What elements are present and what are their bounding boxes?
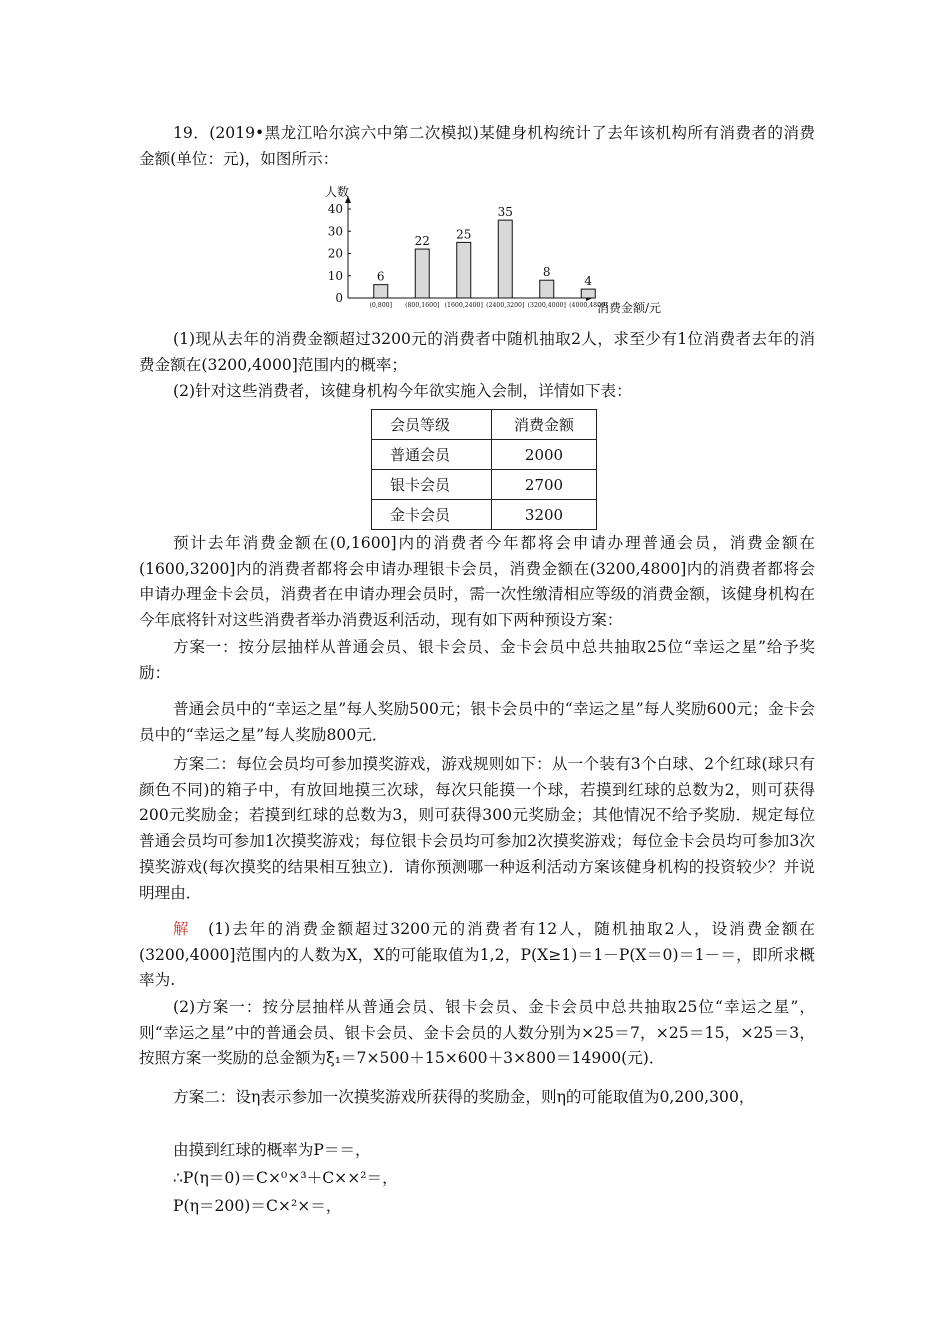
table-row (372, 470, 597, 500)
y-tick-label: 20 (327, 246, 343, 261)
x-axis-label: 消费金额/元 (597, 301, 662, 315)
membership-table (371, 409, 597, 530)
bar (540, 280, 554, 298)
table-row (372, 500, 597, 530)
plan-two: 方案二：每位会员均可参加摸奖游戏，游戏规则如下：从一个装有3个白球、2个红球(球只有颜色不同)的箱子中，有放回地摸三次球，每次只能摸一个球，若摸到红球的总数为2，则可获得200元奖励金；若摸到红球的总数为3，则可获得300元奖励金；其他情况不给予奖励．规定每位普通会员均可参加1次摸奖游戏；每位银卡会员均可参加2次摸奖游戏；每位金卡会员均可参加3次摸奖游戏(每次摸奖的结果相互独立)．请你预测哪一种返利活动方案该健身机构的投资较少？并说明理由． (139, 755, 815, 902)
table-header-cell: 会员等级 (372, 410, 492, 440)
membership-description: 预计去年消费金额在(0,1600]内的消费者今年都将会申请办理普通会员，消费金额在(1600,3200]内的消费者都将会申请办理银卡会员，消费金额在(3200,4800]内的消费者都将会申请办理金卡会员，消费者在申请办理会员时，需一次性缴清相应等级的消费金额，该健身机构在今年底将针对这些消费者举办消费返利活动，现有如下两种预设方案： (139, 534, 815, 630)
table-row (372, 440, 597, 470)
bar (498, 220, 512, 298)
x-tick-label: (3200,4000] (527, 302, 566, 309)
x-tick-label: (1600,2400] (444, 302, 483, 309)
problem-intro: 19．(2019•黑龙江哈尔滨六中第二次模拟)某健身机构统计了去年该机构所有消费者的消费金额(单位：元)，如图所示： (139, 124, 815, 168)
x-tick-label: (4000,4800] (569, 302, 608, 309)
table-cell: 普通会员 (372, 440, 492, 470)
bar-value-label: 22 (414, 234, 430, 249)
bar-value-label: 6 (376, 269, 385, 284)
solution-p-eta-200: P(η＝200)＝C×²×＝， (173, 1197, 342, 1215)
y-tick-label: 0 (335, 291, 343, 305)
y-tick-label: 30 (327, 224, 343, 239)
solution-p-eta-0: ∴P(η＝0)＝C×⁰×³＋C××²＝， (173, 1169, 398, 1187)
bar (374, 285, 388, 298)
bar-chart (322, 180, 682, 320)
table-cell: 3200 (492, 500, 597, 530)
solution-plan-two: 方案二：设η表示参加一次摸奖游戏所获得的奖励金，则η的可能取值为0,200,300， (173, 1088, 755, 1106)
question-1: (1)现从去年的消费金额超过3200元的消费者中随机抽取2人，求至少有1位消费者去年的消费金额在(3200,4000]范围内的概率； (139, 330, 815, 374)
table-header-cell: 消费金额 (492, 410, 597, 440)
bar-value-label: 25 (456, 227, 472, 242)
solution-label: 解 (173, 920, 191, 938)
y-tick-label: 10 (327, 268, 343, 283)
solution-text-1: (1)去年的消费金额超过3200元的消费者有12人，随机抽取2人，设消费金额在(3200,4000]范围内的人数为X，X的可能取值为1,2，P(X≥1)＝1－P(X＝0)＝1－＝，即所求概率为. (139, 920, 815, 990)
solution-part-1 (139, 917, 815, 994)
bar-value-label: 4 (584, 274, 593, 289)
x-tick-label: (800,1600] (405, 302, 440, 309)
table-cell: 银卡会员 (372, 470, 492, 500)
table-cell: 2000 (492, 440, 597, 470)
table-header-row (372, 410, 597, 440)
solution-part-2: (2)方案一：按分层抽样从普通会员、银卡会员、金卡会员中总共抽取25位“幸运之星”，则“幸运之星”中的普通会员、银卡会员、金卡会员的人数分别为×25＝7，×25＝15，×25＝3，按照方案一奖励的总金额为ξ₁＝7×500＋15×600＋3×800＝14900(元)． (139, 998, 815, 1068)
bar (457, 242, 471, 298)
solution-probability: 由摸到红球的概率为P＝＝， (173, 1141, 371, 1159)
question-2: (2)针对这些消费者，该健身机构今年欲实施入会制，详情如下表： (173, 382, 632, 400)
bar (581, 289, 595, 298)
x-tick-label: (2400,3200] (486, 302, 525, 309)
table-cell: 金卡会员 (372, 500, 492, 530)
bar-chart-svg (322, 180, 682, 320)
bar-value-label: 8 (542, 265, 551, 280)
y-axis-label: 人数 (325, 185, 350, 199)
x-tick-label: (0,800] (369, 302, 393, 309)
chart-marks (328, 196, 608, 309)
bar-value-label: 35 (497, 205, 513, 220)
bar (415, 249, 429, 298)
table-cell: 2700 (492, 470, 597, 500)
plan-one: 方案一：按分层抽样从普通会员、银卡会员、金卡会员中总共抽取25位“幸运之星”给予奖励： (139, 638, 815, 682)
plan-one-rewards: 普通会员中的“幸运之星”每人奖励500元；银卡会员中的“幸运之星”每人奖励600元；金卡会员中的“幸运之星”每人奖励800元． (139, 700, 815, 744)
y-tick-label: 40 (327, 202, 343, 216)
